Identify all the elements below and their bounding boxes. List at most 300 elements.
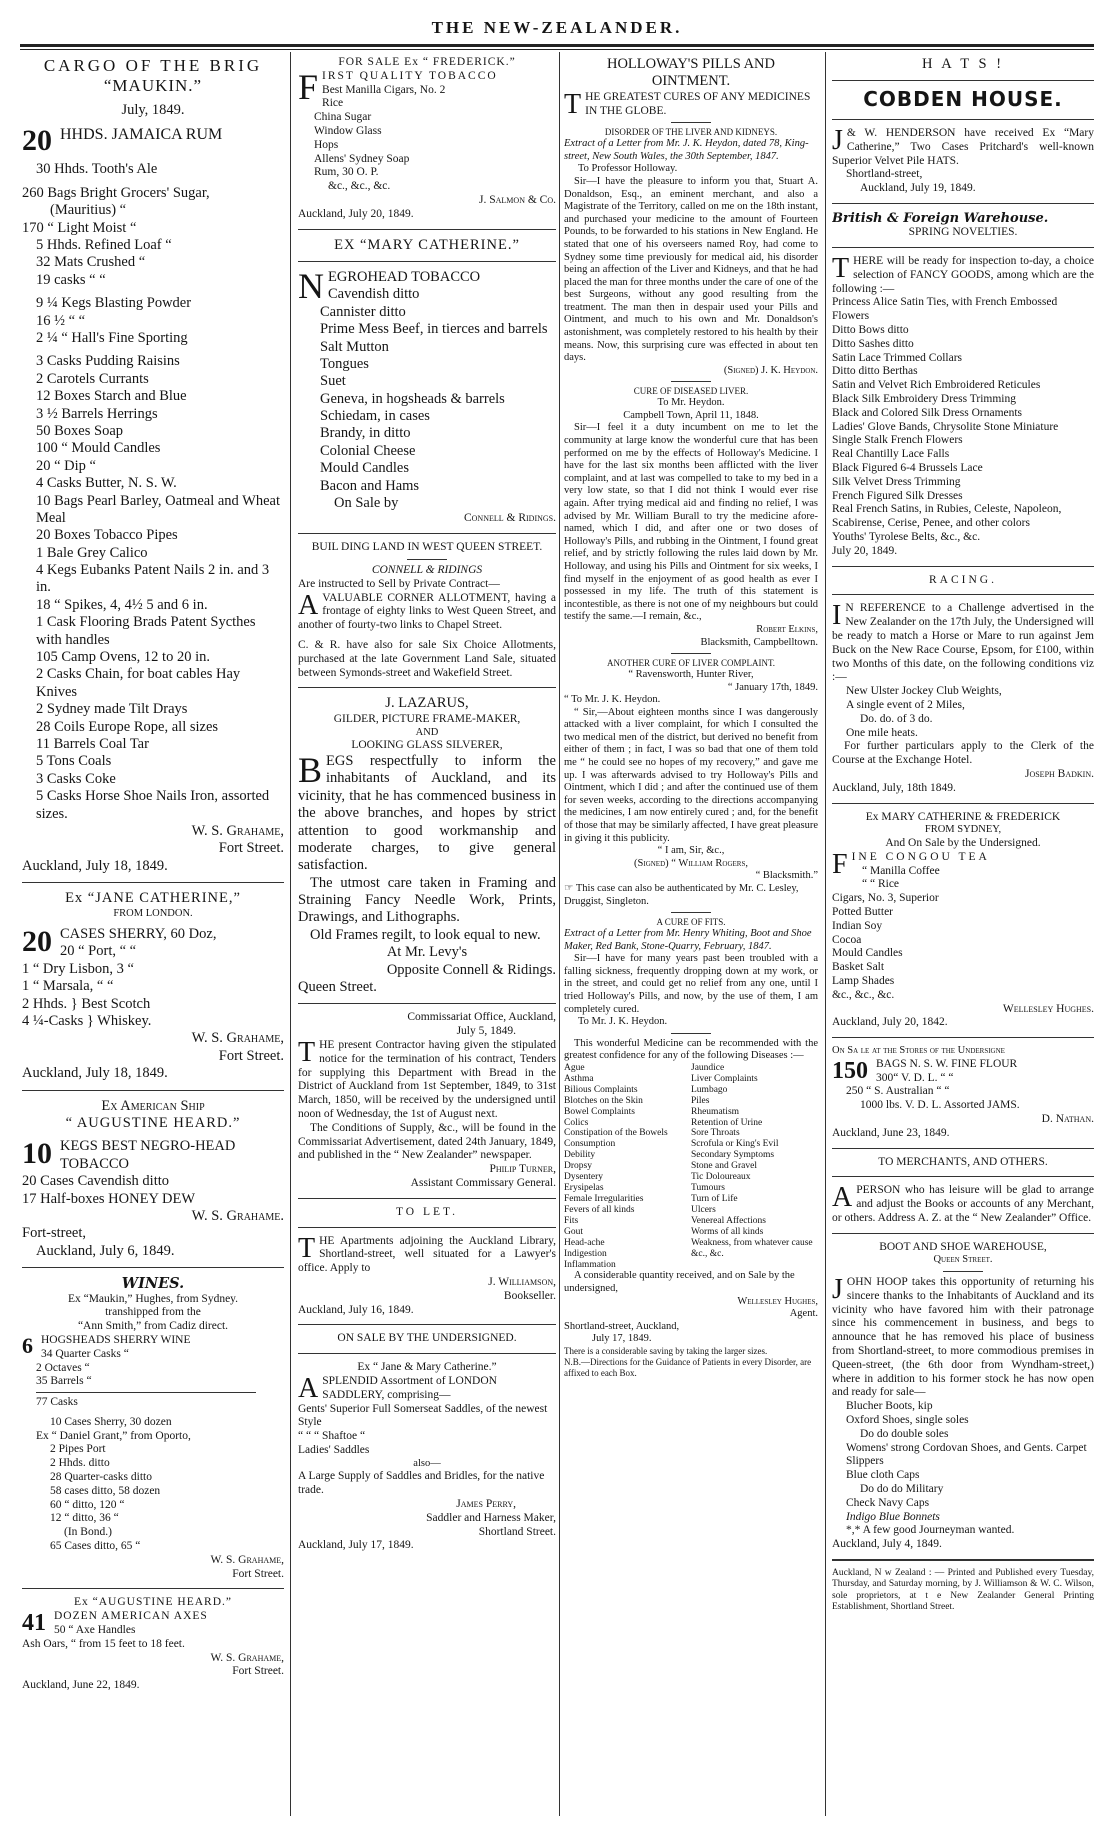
ad-body: VALUABLE CORNER ALLOTMENT, having a frontage of eighty links to West Queen Street, and another of fourty-two links to Chapel Street. (298, 591, 556, 632)
printer-imprint: Auckland, N w Zealand : — Printed and Published every Tuesday, Thursday, and Saturday morning, by J. Williamson & W. C. Wilson, sole proprietors, at t e New Zealander General Printing Establishment, Shortland Street. (832, 1568, 1094, 1613)
column-1 (22, 56, 284, 1816)
divider (671, 653, 711, 654)
lead-item: IRST QUALITY TOBACCO (322, 69, 498, 82)
list-item: 20 “ Port, “ “ (60, 943, 137, 960)
list-item: Real Chantilly Lace Falls (832, 448, 950, 461)
list-item: 2 Sydney made Tilt Drays (36, 701, 188, 718)
list-item: 50 Boxes Soap (36, 422, 123, 439)
ad-body: SPLENDID Assortment of LONDON SADDLERY, comprising— (322, 1374, 497, 1401)
divider (832, 566, 1094, 567)
list-item: Worms of all kinds (691, 1226, 764, 1237)
ad-title: FOR SALE Ex “ FREDERICK.” (338, 56, 516, 68)
drop-cap: A (832, 1182, 853, 1214)
list-item: Dropsy (564, 1161, 592, 1172)
list-item: 5 Hhds. Refined Loaf “ (36, 237, 172, 254)
ad-mary-frederick (832, 811, 1094, 1031)
masthead-rule (20, 44, 1094, 47)
list-item: Fits (564, 1215, 579, 1226)
list-item: 12 Boxes Starch and Blue (36, 388, 187, 405)
list-item: Rum, 30 O. P. (314, 166, 379, 179)
signature: D. Nathan. (1041, 1112, 1094, 1125)
list-item: French Figured Silk Dresses (832, 489, 963, 502)
divider (832, 594, 1094, 595)
drop-cap: A (298, 589, 319, 621)
signature: Wellesley Hughes, (737, 1295, 818, 1307)
divider (832, 203, 1094, 204)
ad-address: Shortland-street, Auckland, (564, 1320, 680, 1332)
ad-title: COBDEN HOUSE. (863, 87, 1063, 112)
signature: Connell & Ridings. (463, 512, 556, 525)
list-item: 170 “ Light Moist “ (22, 219, 137, 236)
lead-number: 6 (22, 1332, 33, 1358)
list-item: Bacon and Hams (320, 477, 420, 494)
ad-line: “Ann Smith,” from Cadiz direct. (77, 1320, 229, 1333)
list-item: On Sale by (334, 495, 399, 512)
list-item: Indigo Blue Bonnets (846, 1510, 940, 1523)
list-item: Do do do Military (860, 1483, 944, 1496)
ad-title: Ex American Ship (101, 1097, 205, 1114)
list-item: Lamp Shades (832, 974, 895, 987)
list-item: 34 Quarter Casks “ (41, 1347, 129, 1360)
lead-number: 20 (22, 124, 52, 158)
list-item: Womens' strong Cordovan Shoes, and Gents. Carpet Slippers (846, 1441, 1087, 1468)
list-item: Gents' Superior Full Somerseat Saddles, of the newest Style (298, 1402, 548, 1429)
list-item: Weakness, from whatever cause (691, 1237, 813, 1248)
ad-hats (832, 56, 1094, 196)
list-item: Hops (314, 138, 339, 151)
item-list (832, 296, 1094, 544)
signature: W. S. Grahame, (210, 1553, 284, 1566)
drop-cap: N (298, 265, 324, 306)
letter-closing: “ I am, Sir, &c., (657, 845, 725, 857)
list-item: 28 Coils Europe Rope, all sizes (36, 718, 219, 735)
letter-addressee: To Mr. Heydon. (657, 397, 725, 409)
list-item: &c., &c., &c. (832, 988, 895, 1001)
divider (22, 1588, 284, 1589)
signature: (Signed) “ William Rogers, (634, 857, 748, 869)
ad-title: OINTMENT. (651, 73, 731, 90)
divider (407, 559, 447, 560)
list-item: 35 Barrels “ (36, 1375, 92, 1388)
drop-cap: T (298, 1037, 316, 1069)
ad-commissariat (298, 1011, 556, 1190)
ad-footnote: N.B.—Directions for the Guidance of Patients in every Disorder, are affixed to each Box. (564, 1356, 812, 1378)
list-item: 17 Half-boxes HONEY DEW (22, 1190, 196, 1207)
list-item: 65 Cases ditto, 65 “ (50, 1540, 141, 1553)
signature-address: Fort Street. (218, 840, 284, 857)
divider (832, 119, 1094, 120)
ad-subtitle: Ex “ Jane & Mary Catherine.” (357, 1361, 497, 1374)
signature: W. S. Grahame, (191, 822, 284, 839)
column-divider (290, 52, 291, 1816)
signature: J. Williamson, (488, 1275, 556, 1288)
ad-also: also— (413, 1457, 441, 1469)
list-item: 28 Quarter-casks ditto (50, 1471, 152, 1484)
list-item: Princess Alice Satin Ties, with French Embossed Flowers (832, 296, 1058, 323)
ad-body: The Conditions of Supply, &c., will be found in the Commissariat Advertisement, dated 24th January, 1849, and published in the “ New Zealander” newspaper. (298, 1121, 556, 1162)
letter-addressee: To Professor Holloway. (578, 163, 678, 175)
list-item: Cannister ditto (320, 303, 406, 320)
list-item: Liver Complaints (691, 1073, 758, 1084)
ad-body: & W. HENDERSON have received Ex “Mary Catherine,” Two Cases Pritchard's well-known Superior Velvet Pile HATS. (832, 126, 1094, 167)
signature: James Perry, (456, 1497, 516, 1510)
list-item: Check Navy Caps (846, 1496, 930, 1509)
list-item: 77 Casks (36, 1396, 78, 1409)
list-item: Sore Throats (691, 1128, 740, 1139)
ad-footnote: There is a considerable saving by taking the larger sizes. (564, 1346, 768, 1357)
divider (22, 1090, 284, 1091)
list-item: 10 Cases Sherry, 30 dozen (50, 1415, 172, 1428)
letter-addressee: “ To Mr. J. K. Heydon. (564, 694, 661, 706)
column-3 (564, 56, 818, 1816)
list-item: Black Silk Embroidery Dress Trimming (832, 393, 1016, 406)
ad-body: EGS respectfully to inform the inhabitants of Auckland, and its vicinity, that he has commenced business in the above branches, and hopes by strict attention to good workmanship and moderate charges, to give general satisfaction. (298, 752, 556, 874)
item-list (298, 1403, 556, 1458)
ship-name: “ AUGUSTINE HEARD.” (65, 1115, 241, 1131)
ad-footer-date: Auckland, July 16, 1849. (298, 1303, 414, 1316)
list-item: Window Glass (314, 124, 382, 137)
drop-cap: J (832, 1274, 843, 1306)
list-item: 4 ¼-Casks } Whiskey. (22, 1013, 152, 1030)
ad-title: BOOT AND SHOE WAREHOUSE, (879, 1240, 1047, 1253)
list-item: A single event of 2 Miles, (846, 699, 965, 711)
list-item: Ague (564, 1062, 585, 1073)
ad-title: ON SALE BY THE UNDERSIGNED. (337, 1332, 517, 1345)
ad-subtitle: SPRING NOVELTIES. (908, 226, 1018, 239)
list-item: Do do double soles (860, 1427, 949, 1440)
diseases-left (564, 1063, 691, 1271)
item-list (832, 1400, 1094, 1538)
signature: (Signed) J. K. Heydon. (723, 364, 818, 376)
divider (671, 1033, 711, 1034)
lead-number: 20 (22, 925, 52, 959)
drop-cap: F (298, 66, 319, 107)
lead-item: HOGSHEADS SHERRY WINE (41, 1333, 191, 1346)
list-item: 300“ V. D. L. “ “ (876, 1071, 954, 1084)
drop-cap: T (298, 1232, 316, 1264)
ad-body: This wonderful Medicine can be recommended with the greatest confidence for any of the following Diseases :— (564, 1037, 818, 1062)
masthead: THE NEW-ZEALANDER. (431, 18, 683, 37)
list-item: (In Bond.) (64, 1526, 112, 1539)
ad-title: WINES. (121, 1275, 185, 1293)
ad-footer-date: Auckland, July 20, 1842. (832, 1016, 948, 1029)
list-item: 5 Tons Coals (36, 753, 112, 770)
ad-body: A considerable quantity received, and on Sale by the undersigned, (564, 1270, 795, 1295)
ad-footer-date: Auckland, July, 18th 1849. (832, 781, 956, 794)
list-item: Piles (691, 1095, 710, 1106)
list-item: Tongues (320, 355, 369, 372)
list-item: 2 Hhds. } Best Scotch (22, 995, 151, 1012)
list-item: Ditto Sashes ditto (832, 337, 914, 350)
list-item: 2 Pipes Port (50, 1443, 106, 1456)
list-item: China Sugar (314, 111, 372, 124)
ad-footer-date: Auckland, July 18, 1849. (22, 857, 168, 874)
ad-title: BUIL DING LAND IN WEST QUEEN STREET. (311, 541, 543, 554)
list-item: 20 Cases Cavendish ditto (22, 1173, 170, 1190)
ad-british-foreign (832, 211, 1094, 559)
ad-date: July, 1849. (121, 102, 185, 119)
ship-name: “MAUKIN.” (103, 76, 203, 96)
list-item: *,* A few good Journeyman wanted. (846, 1524, 1015, 1537)
ad-title: H A T S ! (921, 56, 1005, 72)
list-item: 1000 lbs. V. D. L. Assorted JAMS. (860, 1099, 1020, 1112)
list-item: 30 Hhds. Tooth's Ale (36, 161, 158, 178)
list-item: Fevers of all kinds (564, 1204, 635, 1215)
list-item: 9 ¼ Kegs Blasting Powder (36, 295, 192, 312)
list-item: Scrofula or King's Evil (691, 1139, 779, 1150)
list-item: Erysipelas (564, 1183, 604, 1194)
list-item: 1 Cask Flooring Brads Patent Sycthes with handles (36, 614, 256, 648)
list-item: Suet (320, 373, 346, 390)
signature-title: Agent. (789, 1308, 818, 1320)
list-item: Female Irregularities (564, 1194, 644, 1204)
list-item: 16 ½ “ “ (36, 312, 86, 329)
list-item: 2 Carotels Currants (36, 370, 149, 387)
signature: Wellesley Hughes. (1002, 1002, 1094, 1015)
list-item: Bowel Complaints (564, 1106, 635, 1117)
signature: W. S. Grahame, (191, 1030, 284, 1047)
ad-address: Queen Street. (298, 979, 377, 996)
signature: W. S. Grahame, (210, 1651, 284, 1664)
signature-address: Fort Street. (232, 1567, 284, 1580)
divider (832, 803, 1094, 804)
ad-maukin (22, 56, 284, 875)
ad-footer-date: Auckland, July 19, 1849. (860, 182, 976, 195)
list-item: “ “ “ Shaftoe “ (298, 1430, 366, 1443)
divider (298, 229, 556, 230)
item-list (22, 943, 284, 1030)
list-item: 20 “ Dip “ (36, 457, 96, 474)
signature: Robert Elkins, (756, 623, 818, 635)
list-item: Satin and Velvet Rich Embroidered Reticules (832, 379, 1041, 392)
divider (832, 1176, 1094, 1177)
list-item: 4 Casks Butter, N. S. W. (36, 475, 177, 492)
list-item: 11 Barrels Coal Tar (36, 735, 149, 752)
list-item: Blue cloth Caps (846, 1469, 920, 1482)
ad-boot-shoe (832, 1241, 1094, 1552)
list-item: &c., &c., &c. (328, 180, 391, 193)
item-list (22, 161, 284, 178)
list-item: Real French Satins, in Rubies, Celeste, Napoleon, Scabirense, Cerise, Penee, and other colors (832, 503, 1062, 530)
list-item: Tic Doloureaux (691, 1172, 751, 1183)
list-item: Indian Soy (832, 919, 883, 932)
list-item: Ex “ Daniel Grant,” from Oporto, (36, 1429, 191, 1442)
letter-place: Campbell Town, April 11, 1848. (623, 409, 759, 421)
list-item: Schiedam, in cases (320, 408, 430, 425)
ad-date: July 5, 1849. (456, 1025, 516, 1038)
ad-line: transhipped from the (105, 1306, 201, 1319)
ad-body: C. & R. have also for sale Six Choice Allotments, purchased at the late Government Land Sale, situated between Symonds-street and Wakefield Street. (298, 639, 556, 679)
divider (671, 122, 711, 123)
ad-footer-date: Auckland, June 23, 1849. (832, 1126, 950, 1139)
divider (832, 1233, 1094, 1234)
divider (832, 1148, 1094, 1149)
list-item: “ Manilla Coffee (862, 864, 940, 877)
list-item: Head-ache (564, 1237, 605, 1248)
list-item: Ladies' Saddles (298, 1443, 370, 1456)
list-item: Tumours (691, 1183, 725, 1194)
list-item: Constipation of the Bowels (564, 1128, 668, 1139)
list-item: 250 “ S. Australian “ “ (846, 1085, 950, 1098)
list-item: Potted Butter (832, 905, 894, 918)
list-item: 60 “ ditto, 120 “ (50, 1498, 125, 1511)
list-item: 10 Bags Pearl Barley, Oatmeal and Wheat Meal (36, 492, 281, 526)
ad-subtitle: Queen Street. (933, 1254, 993, 1266)
list-item: Debility (564, 1150, 596, 1161)
ad-address: At Mr. Levy's (386, 944, 468, 961)
ad-to-let (298, 1206, 556, 1318)
ad-subtitle: GILDER, PICTURE FRAME-MAKER, (333, 712, 521, 725)
column-4 (832, 56, 1094, 1816)
lead-item: DOZEN AMERICAN AXES (54, 1610, 208, 1623)
ad-lazarus (298, 695, 556, 996)
list-item: 50 “ Axe Handles (54, 1624, 136, 1637)
ad-saddlery (298, 1332, 556, 1553)
list-item: (Mauritius) “ (50, 202, 127, 219)
letter-body: Sir—I feel it a duty incumbent on me to let the community at large know the wonderful cure that has been performed on me by the effects of Holloway's Medicine. I have for the last six months been afflicted with the liver complaint, and at last was compelled to take to my bed in a very low state, so that I did not think I would ever rise again. After trying medical aid and finding no relief, I was advised by Mr. William Burall to try the medicine afore-named, which I did, and after one or two doses of Holloway's Pills, and rubbing in the Ointment, I found great relief, and by strictly following the rules laid down by Mr. Holloway, and using his Pills and Ointment for six weeks, I find myself in the enjoyment of as good health as ever I possessed in my life. The truth of this statement is incontestible, as there is not one of my neighbours but could testify the same.—I remain, &c., (564, 422, 818, 623)
list-item: Mould Candles (832, 947, 903, 960)
list-item: Venereal Affections (691, 1215, 767, 1226)
letter-body: Sir—I have for many years past been troubled with a falling sickness, frequently dropping down at my work, or in the street, and could get no relief from any one, until I tried Holloway's Pills, and now, by the use of them, I am completely cured. (564, 953, 818, 1015)
ad-title: HOLLOWAY'S PILLS AND (606, 56, 776, 72)
item-list (22, 353, 284, 823)
lead-item: KEGS BEST NEGRO-HEAD TOBACCO (60, 1138, 236, 1172)
pointing-hand-icon: ☞ (564, 883, 576, 895)
lead-number: 41 (22, 1610, 46, 1637)
list-item: Youths' Tyrolese Belts, &c., &c. (832, 531, 981, 544)
list-item: Colonial Cheese (320, 442, 416, 459)
ad-address: Shortland-street, (846, 168, 923, 181)
signature: Philip Turner, (489, 1163, 556, 1176)
ad-title: Ex MARY CATHERINE & FREDERICK (865, 810, 1061, 823)
letter-date: “ January 17th, 1849. (727, 681, 818, 693)
list-item: Ditto ditto Berthas (832, 365, 918, 378)
list-item: Brandy, in ditto (320, 425, 411, 442)
divider (943, 1271, 983, 1272)
ad-title: British & Foreign Warehouse. (832, 210, 1049, 226)
drop-cap: I (832, 600, 842, 632)
diseases-list (564, 1063, 818, 1271)
list-item: 5 Casks Horse Shoe Nails Iron, assorted sizes. (36, 788, 270, 822)
list-item: One mile heats. (846, 726, 918, 739)
list-item: Prime Mess Beef, in tierces and barrels (320, 321, 548, 338)
item-list (22, 295, 284, 347)
divider (832, 80, 1094, 81)
signature-title: Blacksmith, Campbelltown. (700, 636, 818, 648)
ad-body: For further particulars apply to the Clerk of the Course at the Exchange Hotel. (832, 740, 1094, 767)
ad-intro: Are instructed to Sell by Private Contract— (298, 577, 500, 590)
letter-note: This case can also be authenticated by Mr. C. Lesley, Druggist, Singleton. (564, 883, 799, 907)
divider (832, 1559, 1094, 1561)
ad-body: PERSON who has leisure will be glad to arrange and adjust the Books or accounts of any Merchant, or others. Address A. Z. at the “ New Zealander” Office. (832, 1184, 1094, 1224)
list-item: 105 Camp Ovens, 12 to 20 in. (36, 649, 210, 666)
ad-holloway (564, 56, 818, 1378)
divider (298, 533, 556, 534)
list-item: 19 casks “ “ (36, 271, 106, 288)
list-item: BAGS N. S. W. FINE FLOUR (876, 1057, 1018, 1070)
ad-lead: HE GREATEST CURES OF ANY MEDICINES IN THE GLOBE. (585, 90, 811, 117)
list-item: 3 Casks Pudding Raisins (36, 353, 180, 370)
ad-address: Fort-street, (22, 1225, 87, 1242)
ad-footer-date: Auckland, July 4, 1849. (832, 1538, 942, 1551)
drop-cap: T (564, 88, 582, 120)
lead-item: EGROHEAD TOBACCO (328, 268, 481, 285)
ad-date: July 17, 1849. (592, 1333, 652, 1345)
letter-place: “ Ravensworth, Hunter River, (628, 668, 754, 680)
list-item: 4 Kegs Eubanks Patent Nails 2 in. and 3 in. (36, 562, 270, 596)
divider (36, 1392, 256, 1393)
list-item: Gout (564, 1226, 583, 1237)
ad-merchants (832, 1156, 1094, 1226)
ad-wines (22, 1275, 284, 1581)
ad-frederick (298, 56, 556, 222)
list-item: Satin Lace Trimmed Collars (832, 351, 963, 364)
list-item: Stone and Gravel (691, 1161, 757, 1172)
ad-body: N REFERENCE to a Challenge advertised in the New Zealander on the 17th July, the Undersigned will be ready to match a Horse or Mare to run against Jem Buck on the New Race Course, Epsom, for £100, within two Months of this date, on the following conditions viz :— (832, 602, 1094, 684)
item-list (832, 865, 1094, 1003)
list-item: Black and Colored Silk Dress Ornaments (832, 406, 1023, 419)
list-item: Ash Oars, “ from 15 feet to 18 feet. (22, 1637, 185, 1650)
list-item: “ “ Rice (862, 878, 900, 891)
item-list (298, 84, 556, 194)
drop-cap: A (298, 1372, 319, 1404)
divider (298, 1353, 556, 1354)
list-item: Silk Velvet Dress Trimming (832, 475, 961, 488)
list-item: 2 Casks Chain, for boat cables Hay Knives (36, 666, 241, 700)
ad-subtitle: AND (415, 726, 439, 738)
ad-title: RACING. (929, 573, 997, 586)
lead-item: HHDS. JAMAICA RUM (60, 126, 223, 144)
ad-body: HE present Contractor having given the stipulated notice for the termination of his contract, Tenders for supplying this Department with Bread in the District of Auckland from 1st September, 1849, to 31st March, 1850, will be received by the undersigned until noon of Wednesday, the 1st of August next. (298, 1039, 556, 1121)
ad-footer-date: Auckland, June 22, 1849. (22, 1679, 140, 1692)
ad-title: TO LET. (395, 1205, 459, 1218)
divider (832, 247, 1094, 248)
list-item: Dysentery (564, 1172, 604, 1183)
list-item: Allens' Sydney Soap (314, 152, 410, 165)
list-item: 1 “ Dry Lisbon, 3 “ (22, 960, 134, 977)
lead-item: INE CONGOU TEA (851, 850, 990, 863)
ad-place: Commissariat Office, Auckland, (407, 1011, 556, 1024)
divider (298, 687, 556, 688)
diseases-right (691, 1063, 818, 1271)
signature-title: Saddler and Harness Maker, (426, 1511, 556, 1524)
list-item: Geneva, in hogsheads & barrels (320, 390, 505, 407)
ad-title: Ex “AUGUSTINE HEARD.” (73, 1596, 233, 1609)
list-item: 12 “ ditto, 36 “ (50, 1512, 119, 1525)
ad-augustine-heard (22, 1098, 284, 1261)
ad-body: HERE will be ready for inspection to-day, a choice selection of FANCY GOODS, among which are the following :— (832, 255, 1094, 295)
ad-mary-catherine (298, 237, 556, 527)
signature-address: Shortland Street. (478, 1525, 556, 1538)
item-list (22, 185, 284, 289)
list-item: Oxford Shoes, single soles (846, 1414, 969, 1427)
divider (298, 1324, 556, 1325)
ad-title: J. LAZARUS, (385, 695, 469, 712)
signature-title: Assistant Commissary General. (410, 1177, 556, 1189)
list-item: Black Figured 6-4 Brussels Lace (832, 462, 983, 475)
drop-cap: J (832, 124, 843, 156)
list-item: Basket Salt (832, 961, 885, 974)
list-item: Ulcers (691, 1204, 716, 1215)
list-item: Mould Candles (320, 460, 410, 477)
ad-title: CARGO OF THE BRIG (43, 56, 263, 75)
item-list (298, 286, 556, 512)
ad-axes (22, 1596, 284, 1693)
signature: J. Salmon & Co. (479, 193, 556, 206)
column-divider (825, 52, 826, 1816)
list-item: &c., &c. (691, 1248, 724, 1259)
ad-subtitle: FROM LONDON. (113, 907, 193, 919)
